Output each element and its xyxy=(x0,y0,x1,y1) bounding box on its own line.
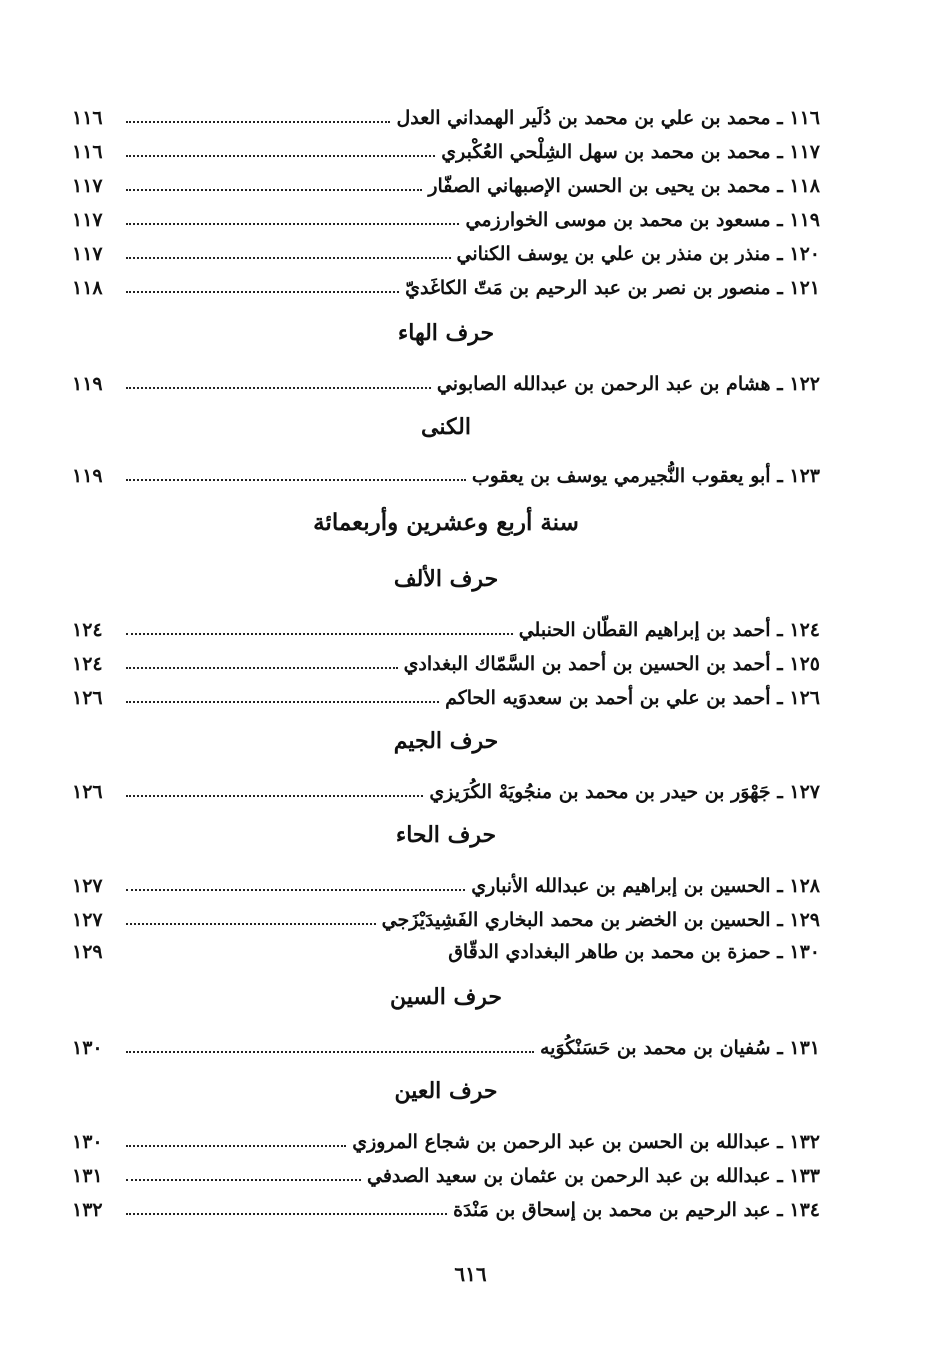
toc-entry xyxy=(72,268,820,302)
dot-leader xyxy=(126,667,398,669)
toc-entry xyxy=(72,98,820,132)
toc-entry xyxy=(72,200,820,234)
entry-page-number: ١١٧ xyxy=(72,175,103,197)
toc-entry xyxy=(72,932,820,966)
entry-page-number: ١٢٦ xyxy=(72,781,103,803)
dot-leader xyxy=(126,923,376,925)
dot-leader xyxy=(126,479,466,481)
entry-page-number: ١٢٧ xyxy=(72,875,103,897)
entry-title: ١٢٦ ـ أحمد بن علي بن أحمد بن سعدوَيه الحاكم xyxy=(445,687,820,709)
dot-leader xyxy=(126,257,451,259)
section-heading: الكنى xyxy=(421,414,471,440)
dot-leader xyxy=(126,1179,361,1181)
toc-entry xyxy=(72,900,820,934)
entry-title: ١٣١ ـ سُفيان بن محمد بن حَسَنْكُوَيه xyxy=(540,1037,820,1059)
toc-entry xyxy=(72,678,820,712)
dot-leader xyxy=(126,1051,534,1053)
toc-entry xyxy=(72,1190,820,1224)
toc-entry xyxy=(72,644,820,678)
dot-leader xyxy=(126,1213,447,1215)
toc-entry xyxy=(72,364,820,398)
entry-page-number: ١٢٩ xyxy=(72,941,103,963)
entry-page-number: ١١٧ xyxy=(72,209,103,231)
entry-title: ١١٦ ـ محمد بن علي بن محمد بن دُلَير الهمداني العدل xyxy=(396,107,820,129)
entry-title: ١٢٤ ـ أحمد بن إبراهيم القطّان الحنبلي xyxy=(518,619,820,641)
entry-title: ١٢١ ـ منصور بن نصر بن عبد الرحيم بن مَتّ الكاغَديّ xyxy=(405,277,820,299)
dot-leader xyxy=(126,1145,346,1147)
entry-page-number: ١١٩ xyxy=(72,465,103,487)
dot-leader xyxy=(126,387,431,389)
entry-title: ١٣٤ ـ عبد الرحيم بن محمد بن إسحاق بن مَنْدَة xyxy=(453,1199,820,1221)
toc-entry xyxy=(72,234,820,268)
entry-page-number: ١١٦ xyxy=(72,141,103,163)
toc-entry xyxy=(72,456,820,490)
section-heading: حرف العين xyxy=(394,1078,498,1104)
dot-leader xyxy=(126,633,513,635)
section-heading: حرف الجيم xyxy=(393,728,499,754)
section-heading: حرف الهاء xyxy=(397,320,495,346)
entry-page-number: ١٢٧ xyxy=(72,909,103,931)
entry-title: ١٣٠ ـ حمزة بن محمد بن طاهر البغدادي الدقّاق xyxy=(448,941,820,963)
entry-page-number: ١١٨ xyxy=(72,277,103,299)
dot-leader xyxy=(126,795,423,797)
entry-title: ١٢٢ ـ هشام بن عبد الرحمن بن عبدالله الصابوني xyxy=(436,373,820,395)
entry-page-number: ١١٩ xyxy=(72,373,103,395)
dot-leader xyxy=(126,121,390,123)
entry-title: ١١٧ ـ محمد بن محمد بن سهل الشِلْحي العُكْبري xyxy=(441,141,820,163)
entry-title: ١١٨ ـ محمد بن يحيى بن الحسن الإصبهاني الصفّار xyxy=(428,175,820,197)
dot-leader xyxy=(126,701,439,703)
entry-page-number: ١٢٤ xyxy=(72,653,103,675)
entry-page-number: ١١٧ xyxy=(72,243,103,265)
entry-title: ١٢٧ ـ جَهْوَر بن حيدر بن محمد بن منجُويَهْ الكُرَيزي xyxy=(429,781,820,803)
dot-leader xyxy=(126,889,465,891)
toc-entry xyxy=(72,166,820,200)
entry-page-number: ١٣٠ xyxy=(72,1131,103,1153)
section-heading: حرف الألف xyxy=(393,566,499,592)
dot-leader xyxy=(126,189,422,191)
dot-leader xyxy=(126,155,435,157)
toc-entry xyxy=(72,132,820,166)
toc-entry xyxy=(72,1028,820,1062)
entry-title: ١٢٨ ـ الحسين بن إبراهيم بن عبدالله الأنباري xyxy=(471,875,820,897)
entry-title: ١١٩ ـ مسعود بن محمد بن موسى الخوارزمي xyxy=(465,209,820,231)
toc-entry xyxy=(72,1156,820,1190)
dot-leader xyxy=(126,291,399,293)
entry-page-number: ١٣١ xyxy=(72,1165,103,1187)
toc-entry xyxy=(72,866,820,900)
entry-page-number: ١٣٢ xyxy=(72,1199,103,1221)
entry-title: ١٣٢ ـ عبدالله بن الحسن بن عبد الرحمن بن شجاع المروزي xyxy=(352,1131,820,1153)
entry-title: ١٢٥ ـ أحمد بن الحسين بن أحمد بن السَّمّاك البغدادي xyxy=(403,653,820,675)
entry-page-number: ١٣٠ xyxy=(72,1037,103,1059)
entry-title: ١٢٩ ـ الحسين بن الخضر بن محمد البخاري الفَشِيدَيْزَجي xyxy=(381,909,820,931)
entry-page-number: ١١٦ xyxy=(72,107,103,129)
toc-entry xyxy=(72,1122,820,1156)
dot-leader xyxy=(126,223,459,225)
toc-entry xyxy=(72,610,820,644)
entry-page-number: ١٢٦ xyxy=(72,687,103,709)
toc-entry xyxy=(72,772,820,806)
section-heading: حرف الحاء xyxy=(395,822,497,848)
page-folio-number: ٦١٦ xyxy=(454,1262,487,1286)
entry-title: ١٣٣ ـ عبدالله بن عبد الرحمن بن عثمان بن سعيد الصدفي xyxy=(367,1165,820,1187)
entry-title: ١٢٠ ـ منذر بن منذر بن علي بن يوسف الكناني xyxy=(456,243,820,265)
entry-title: ١٢٣ ـ أبو يعقوب النُّجيرمي يوسف بن يعقوب xyxy=(471,465,820,487)
entry-page-number: ١٢٤ xyxy=(72,619,103,641)
year-heading: سنة أربع وعشرين وأربعمائة xyxy=(313,509,579,536)
section-heading: حرف السين xyxy=(389,984,503,1010)
